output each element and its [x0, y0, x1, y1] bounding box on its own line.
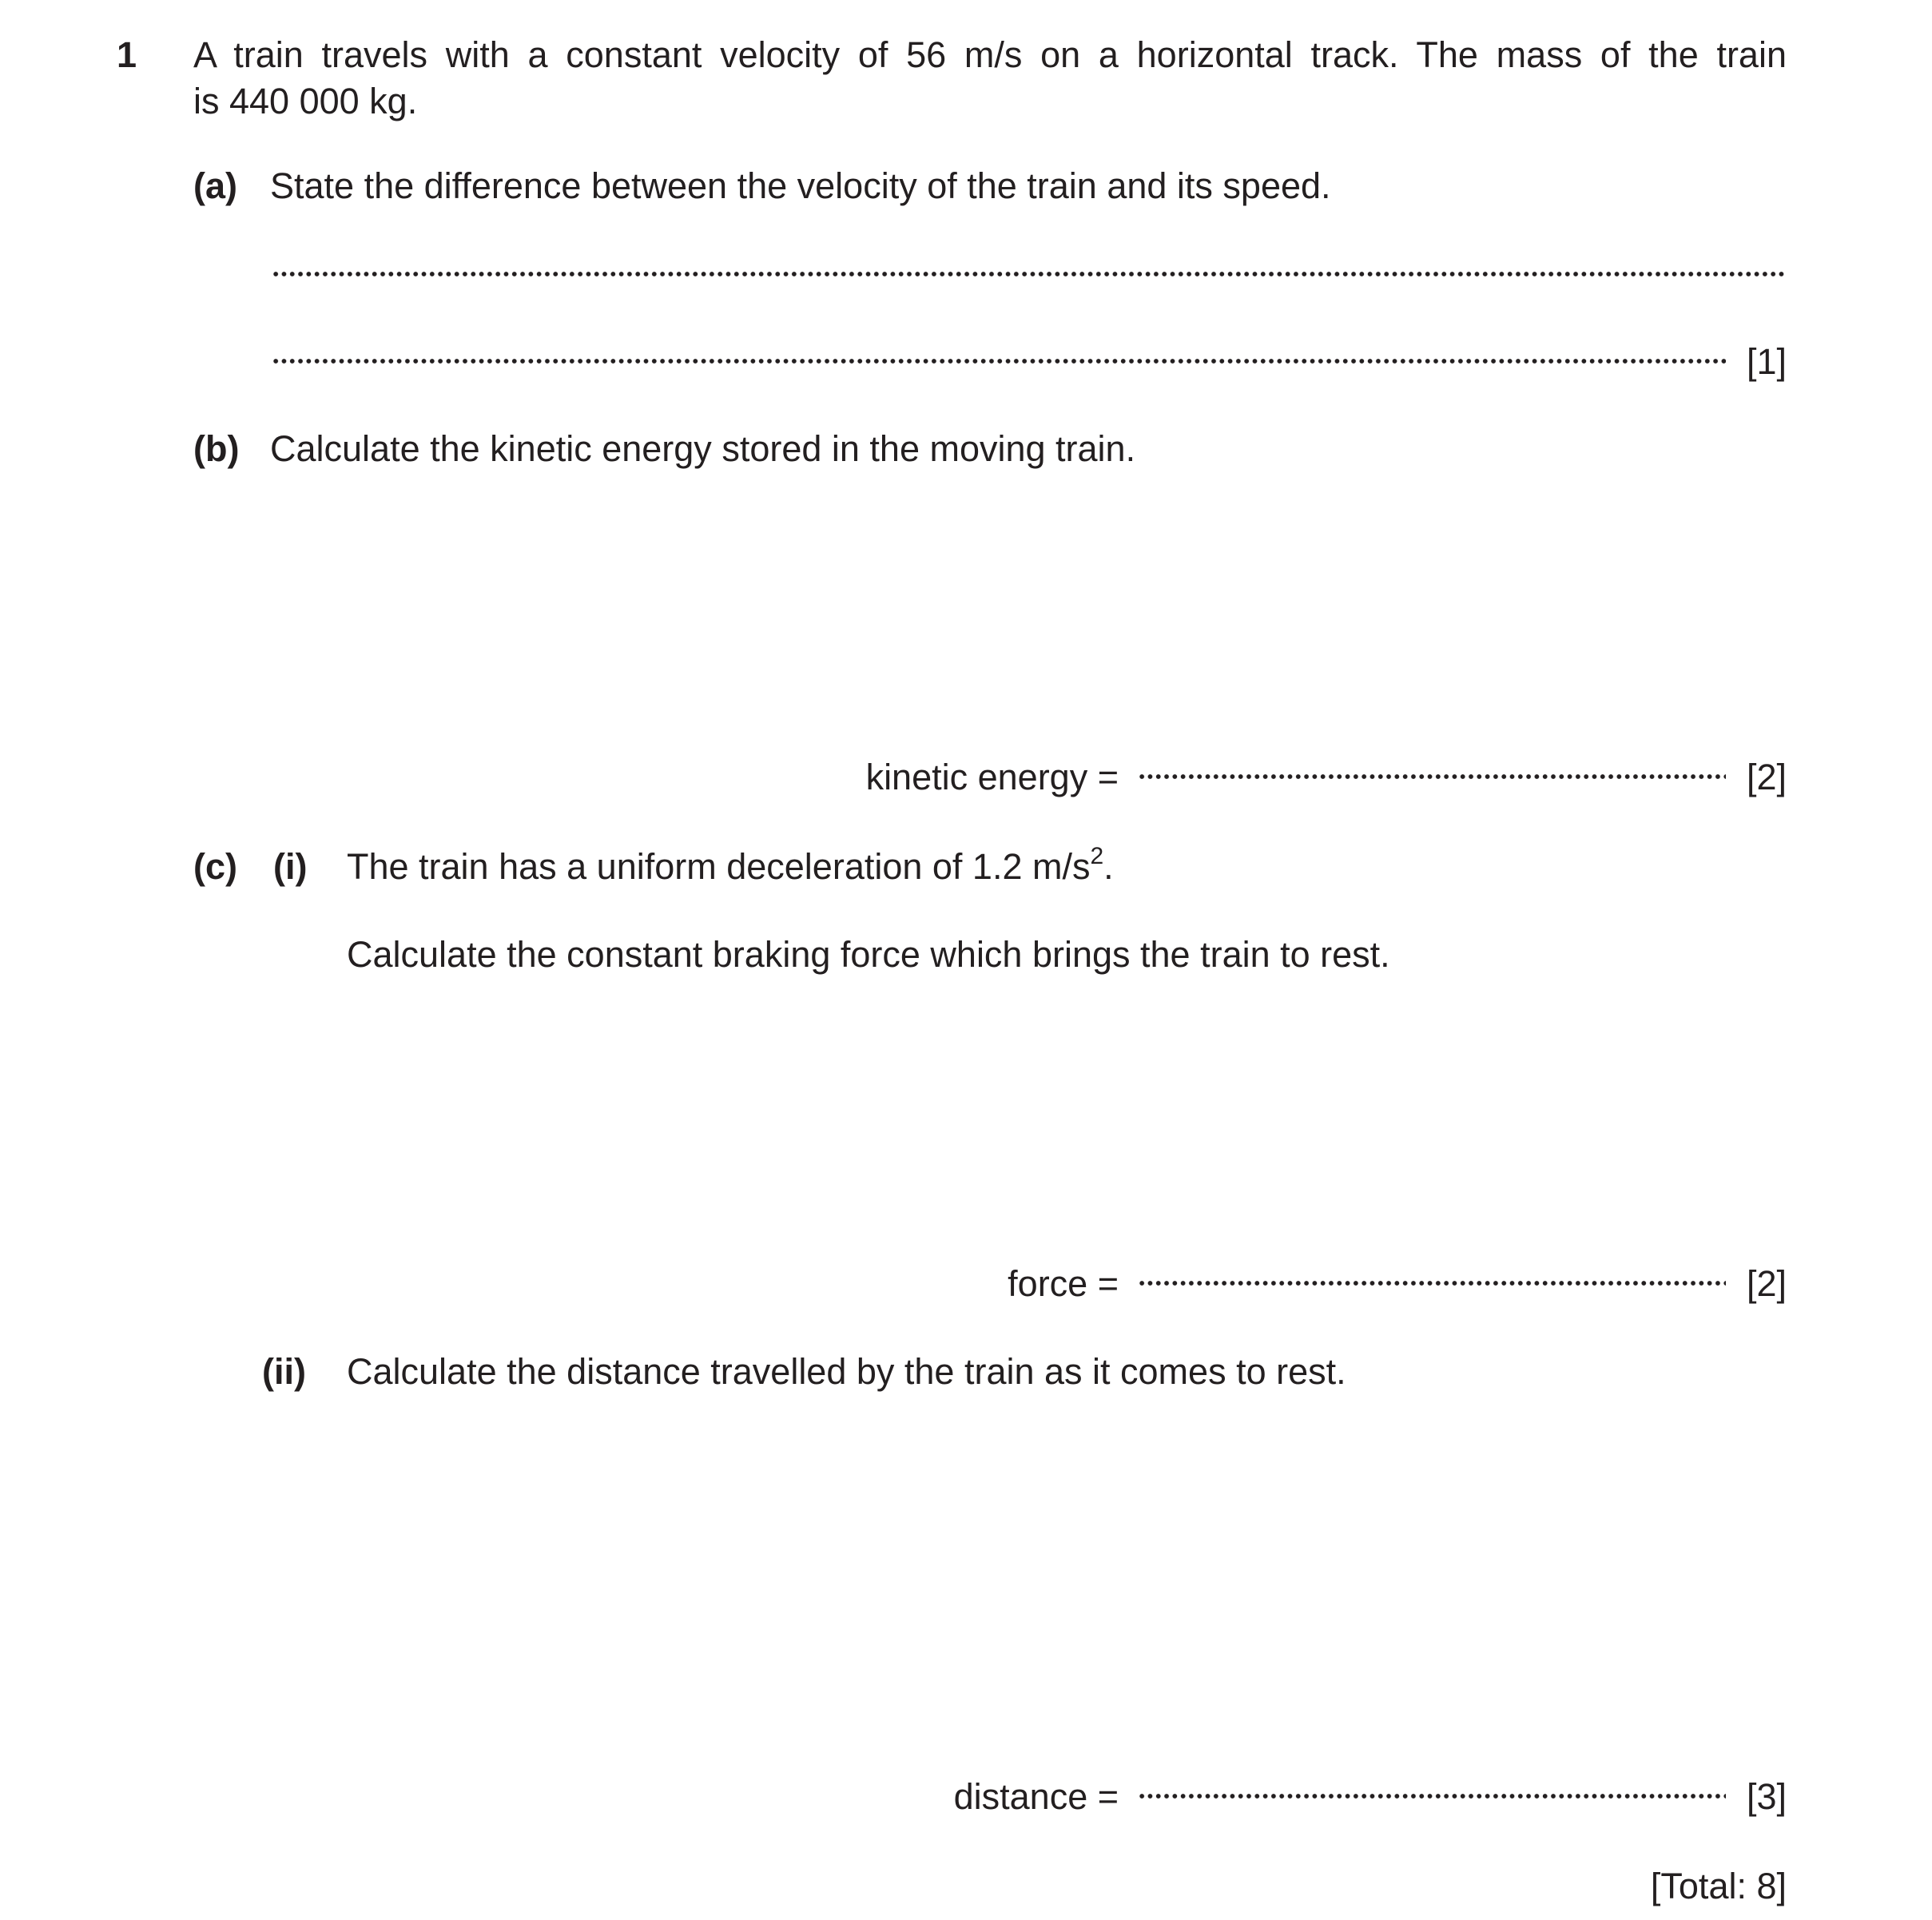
question-stem-line-2: is 440 000 kg.: [193, 81, 418, 121]
question-number: 1: [117, 34, 137, 75]
part-c-ii-answer-line[interactable]: [1138, 1791, 1726, 1801]
part-a-answer-line-2[interactable]: [272, 356, 1726, 366]
part-c-label: (c): [193, 846, 237, 887]
total-marks: [Total: 8]: [1650, 1866, 1787, 1906]
part-b-marks: [2]: [1746, 757, 1787, 797]
part-c-i-marks: [2]: [1746, 1263, 1787, 1304]
question-stem-line-1: A train travels with a constant velocity of 56 m/s on a horizontal track. The mass of the train: [193, 34, 1787, 75]
part-a-label: (a): [193, 165, 237, 206]
part-b-answer-label: kinetic energy =: [865, 757, 1119, 797]
part-a-text: State the difference between the velocity of the train and its speed.: [270, 165, 1331, 206]
part-c-ii-text: Calculate the distance travelled by the train as it comes to rest.: [347, 1351, 1346, 1392]
part-b-text: Calculate the kinetic energy stored in the moving train.: [270, 428, 1136, 469]
part-c-i-label: (i): [273, 846, 308, 887]
part-a-answer-line-1[interactable]: [272, 269, 1787, 279]
part-b-label: (b): [193, 428, 240, 469]
part-c-i-answer-line[interactable]: [1138, 1278, 1726, 1288]
part-c-ii-label: (ii): [262, 1351, 306, 1392]
part-c-ii-answer-label: distance =: [953, 1776, 1119, 1817]
part-c-ii-marks: [3]: [1746, 1776, 1787, 1817]
part-c-i-instruction: Calculate the constant braking force which brings the train to rest.: [347, 934, 1390, 975]
part-b-answer-line[interactable]: [1138, 772, 1726, 781]
part-c-i-superscript: 2: [1090, 843, 1104, 869]
part-a-marks: [1]: [1746, 341, 1787, 382]
part-c-i-answer-label: force =: [1008, 1263, 1119, 1304]
part-c-i-text: The train has a uniform deceleration of 1.2 $m/s^2$.: [347, 843, 1114, 887]
